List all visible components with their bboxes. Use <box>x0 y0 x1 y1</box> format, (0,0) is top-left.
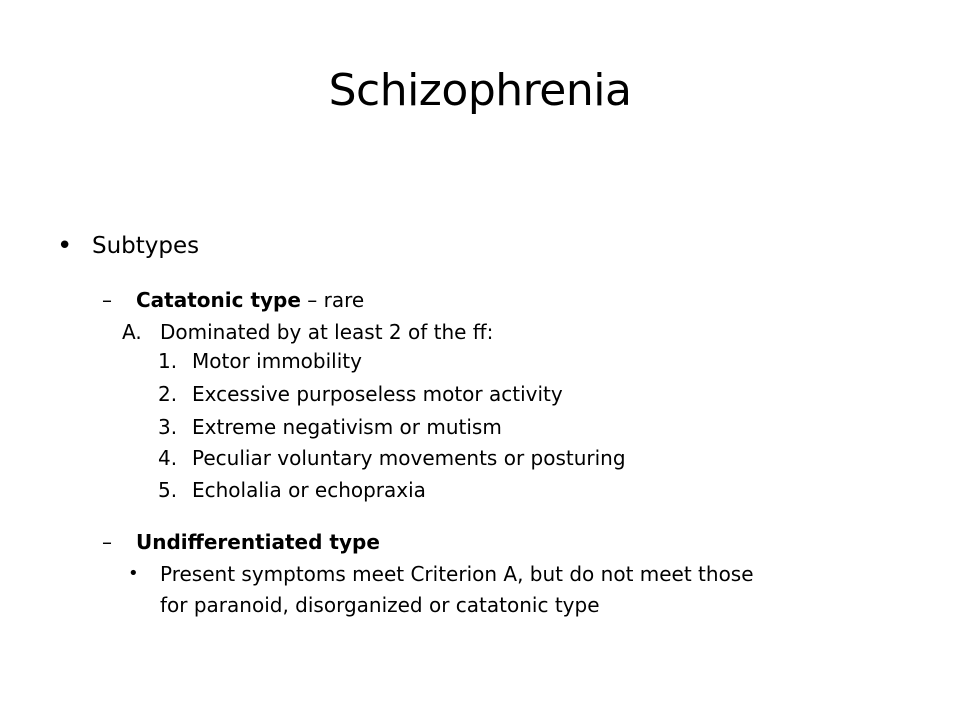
list-item-marker: 5. <box>158 478 178 502</box>
list-item-text: Peculiar voluntary movements or posturing <box>192 446 626 470</box>
catatonic-line <box>136 286 364 314</box>
undifferentiated-type-label: Undifferentiated type <box>136 530 380 554</box>
list-item-text: Motor immobility <box>192 349 362 373</box>
dash-catatonic: – <box>102 288 112 312</box>
criterion-text: Dominated by at least 2 of the ff: <box>160 320 494 344</box>
list-item-text: Extreme negativism or mutism <box>192 415 502 439</box>
list-item <box>158 347 362 375</box>
catatonic-note: rare <box>323 288 365 312</box>
undifferentiated-line-1: Present symptoms meet Criterion A, but do not meet those <box>160 562 754 586</box>
catatonic-type-label: Catatonic type <box>136 288 301 312</box>
list-item <box>158 413 502 441</box>
slide-title: Schizophrenia <box>328 65 632 116</box>
list-item <box>158 380 563 408</box>
bullet-undifferentiated: • <box>128 563 139 584</box>
list-item-marker: 4. <box>158 446 178 470</box>
list-item-text: Excessive purposeless motor activity <box>192 382 563 406</box>
list-item-marker: 1. <box>158 349 178 373</box>
subtypes-heading: Subtypes <box>92 233 200 259</box>
list-item <box>158 476 426 504</box>
criterion-marker: A. <box>122 320 142 344</box>
list-item-text: Echolalia or echopraxia <box>192 478 426 502</box>
undifferentiated-line-2: for paranoid, disorganized or catatonic type <box>160 593 600 617</box>
list-item-marker: 2. <box>158 382 178 406</box>
bullet-subtypes: • <box>57 231 73 261</box>
list-item-marker: 3. <box>158 415 178 439</box>
catatonic-separator: – <box>300 288 324 312</box>
dash-undifferentiated: – <box>102 530 112 554</box>
criterion-a <box>122 318 493 346</box>
list-item <box>158 444 626 472</box>
